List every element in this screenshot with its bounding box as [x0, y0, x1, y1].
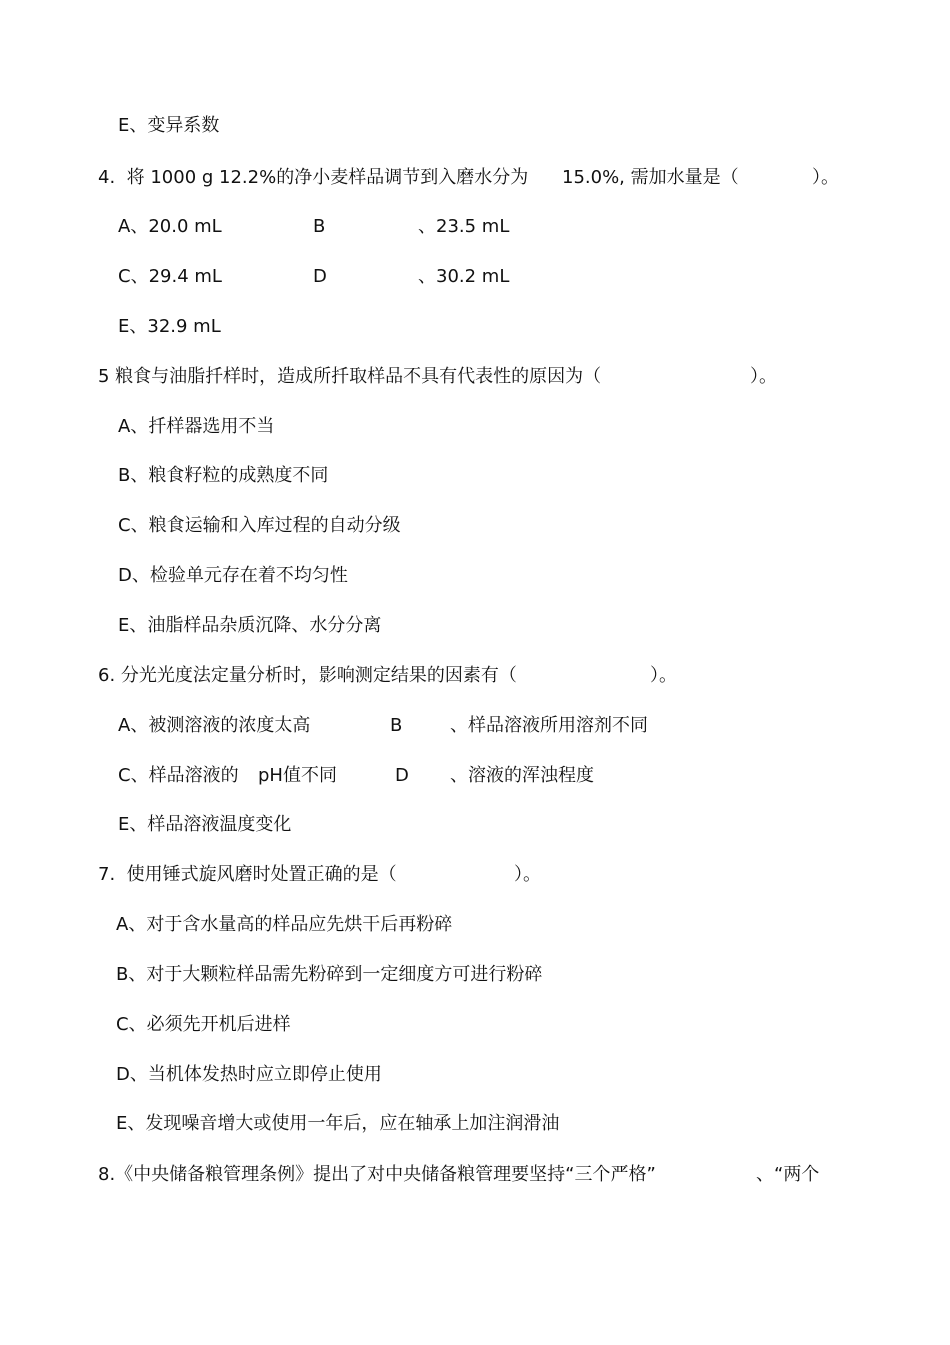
q4-option-b-label: B: [313, 216, 326, 237]
q6-stem: 6. 分光光度法定量分析时，影响测定结果的因素有（: [98, 665, 517, 686]
q7-option-b: B、对于大颗粒样品需先粉碎到一定细度方可进行粉碎: [116, 964, 543, 985]
q4-stem-end: ）。: [812, 167, 839, 188]
q5-stem: 5 粮食与油脂扦样时，造成所扦取样品不具有代表性的原因为（: [98, 366, 602, 387]
q6-option-e: E、样品溶液温度变化: [118, 814, 292, 835]
q4-option-d-label: D: [313, 266, 327, 287]
q4-option-b: 、23.5 mL: [418, 216, 510, 237]
q7-stem-end: ）。: [514, 864, 541, 885]
q6-option-a: A、被测溶液的浓度太高: [118, 715, 311, 736]
q6-option-c-cont: pH值不同: [258, 765, 337, 786]
q8-stem: 8.《中央储备粮管理条例》提出了对中央储备粮管理要坚持“三个严格”: [98, 1164, 656, 1185]
q7-option-e: E、发现噪音增大或使用一年后，应在轴承上加注润滑油: [116, 1113, 560, 1134]
q4-option-c: C、29.4 mL: [118, 266, 222, 287]
q6-option-b: 、样品溶液所用溶剂不同: [450, 715, 648, 736]
q5-option-a: A、扦样器选用不当: [118, 416, 275, 437]
q7-option-c: C、必须先开机后进样: [116, 1014, 291, 1035]
q5-option-d: D、检验单元存在着不均匀性: [118, 565, 348, 586]
q6-stem-end: ）。: [650, 665, 677, 686]
q4-option-a: A、20.0 mL: [118, 216, 222, 237]
q5-option-e: E、油脂样品杂质沉降、水分分离: [118, 615, 382, 636]
q4-stem-cont: 15.0%, 需加水量是（: [562, 167, 739, 188]
q4-stem: 4. 将 1000 g 12.2%的净小麦样品调节到入磨水分为: [98, 167, 529, 188]
q5-option-b: B、粮食籽粒的成熟度不同: [118, 465, 329, 486]
q4-option-d: 、30.2 mL: [418, 266, 510, 287]
q6-option-c: C、样品溶液的: [118, 765, 239, 786]
q7-option-d: D、当机体发热时应立即停止使用: [116, 1064, 382, 1085]
q7-option-a: A、对于含水量高的样品应先烘干后再粉碎: [116, 914, 453, 935]
q7-stem: 7. 使用锤式旋风磨时处置正确的是（: [98, 864, 397, 885]
q3-option-e: E、变异系数: [118, 115, 220, 136]
q6-option-b-label: B: [390, 715, 403, 736]
q8-stem-cont: 、“两个: [756, 1164, 820, 1185]
q4-option-e: E、32.9 mL: [118, 316, 221, 337]
q6-option-d-label: D: [395, 765, 409, 786]
q6-option-d: 、溶液的浑浊程度: [450, 765, 594, 786]
q5-option-c: C、粮食运输和入库过程的自动分级: [118, 515, 401, 536]
q5-stem-end: ）。: [750, 366, 777, 387]
